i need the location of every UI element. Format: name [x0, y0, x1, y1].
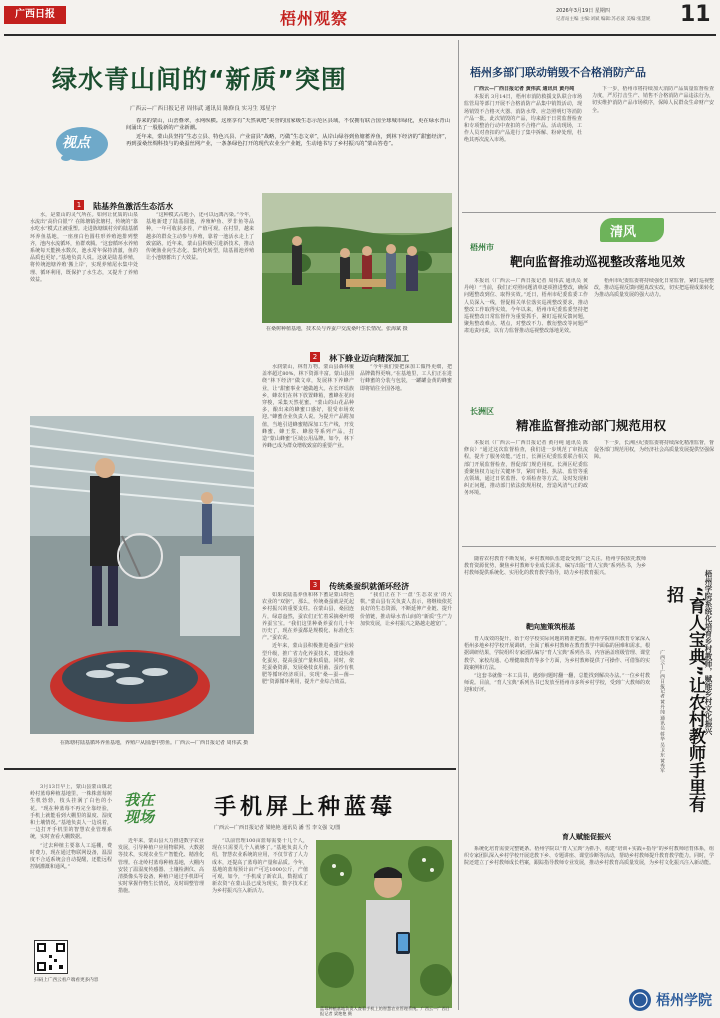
qr-code-icon [35, 941, 67, 973]
photo-blueberry-scene [316, 840, 452, 1008]
qingfeng-paragraph: 本报讯（广西云—广西日报记者 周伟武 通讯员 黄丹纯）“当前，我们正对照问题清单逐项推进整改，确保问题整改到位、取得实效。”近日，梧州市纪委监委工作人员深入一线，督促相关单位落实巡视整改要求，推动整改工作取得实效。今年以来，梧州市纪委监委坚持把巡视整改日常监督作为重要抓手，紧盯巡视反馈问题，聚焦整改难点、堵点，对整改不力、敷衍整改等问题严肃追责问责，以有力监督推动巡视整改落地见效。 [464, 278, 588, 335]
qingfeng-city: 梧州市 [470, 243, 494, 252]
section-3-heading [310, 574, 409, 593]
qingfeng-badge [600, 218, 664, 242]
education-vertical-subtitle [700, 570, 714, 860]
qingfeng-title: 靶向监督推动巡视整改落地见效 [510, 254, 686, 269]
main-lead [126, 118, 450, 176]
photo-fish-farming [30, 416, 254, 734]
section-2-paragraph: 水润蒙山，林育万物。蒙山县森林覆盖率超过80%，林下资源丰富。蒙山县围绕“林下经济”做文章，发展林下养蜂产业，让“甜蜜事业”越做越大。在长坪瑶族乡，蜂农们在林下放置蜂箱，蜜蜂在花间穿梭，采集天然花蜜。“蒙山的山花品种多，酿出来的蜂蜜口感好，很受市场欢迎。”蜂蜜企业负责人说。为提升产品附加值，当地引进蜂蜜精深加工生产线，开发蜂蜜、蜂王浆、蜂胶等系列产品，打造“蒙山蜂蜜”区域公用品牌。如今，林下养蜂已成为群众增收致富的重要产业。 [262, 364, 354, 450]
section-3-paragraph-3: “我们正在下一盘‘生态农业’的大棋。”蒙山县有关负责人表示，将继续依托良好的生态资源，不断延伸产业链、提升价值链，推动绿水青山间的“新质”生产力加快发展，让乡村振兴之路越走越宽广。 [360, 592, 452, 627]
qingfeng-text-col1 [464, 278, 588, 390]
date-line: 2026年3月19日 星期四 [556, 8, 610, 14]
section-3-paragraph-2: 近年来，蒙山县积极推进桑蚕产业转型升级，推广省力化养蚕技术，建设标准化蚕房，提高蚕茧产量和质量。同时，依托蚕桑资源，发展桑枝食用菌、蚕沙有机肥等循环经济项目，实现“桑—蚕—菌—肥”资源循环利用，提升产业综合效益。 [262, 643, 354, 686]
education-byline-text: 广西云—广西日报记者 黄丹纯 通讯员 蒋华 吴卫东 黄秀军 [659, 650, 664, 773]
education-sub1-paragraph: 育人成效的提升，始于对学校实际问题的精准把握。梧州学院组织教育专家深入梧州多地乡村学校开展调研，全面了解乡村教师在教育教学中面临的困难和需求。根据调研结果，学院组织专家团队编写“育人宝典”系列丛书，内容涵盖班级管理、课堂教学、家校沟通、心理健康教育等多个方面，为乡村教师提供了可操作、可借鉴的实践案例和方法。 [464, 636, 650, 671]
education-sub2-text [464, 846, 714, 982]
section-2-text-col2 [360, 364, 452, 564]
bottom-left-paragraph-2: “过去种植主要靠人工巡棚，费时费力，现在通过物联网设备，温湿度不合适系统会自动提醒，还能远程控制灌溉和通风。” [30, 842, 112, 871]
education-intro-paragraph: 随着农村教育不断发展，乡村教师队伍建设受到广泛关注。梧州学院依托教师教育资源优势，聚焦乡村教师专业成长需求，编写出版“育人宝典”系列丛书，为乡村教师提供系统化、实用化的教育教学指导，助力乡村教育振兴。 [464, 556, 646, 577]
main-byline: 广西云—广西日报记者 周伟武 通讯员 陈修良 实习生 郑星宇 [130, 106, 277, 112]
column-divider [458, 40, 459, 1010]
viewpoint-label: 视点 [62, 135, 90, 151]
fire-products-rule [462, 212, 716, 213]
changzhou-title: 精准监督推动部门规范用权 [516, 418, 667, 433]
education-sub1: 靶向施策筑根基 [526, 623, 575, 631]
editors-line: 记者站主编 主编:刘斌 编辑:苏必波 美编:张慧妮 [556, 17, 651, 22]
qr-caption: 扫码上广西云看户端看更多内容 [34, 978, 99, 983]
photo-mulberry-field [262, 193, 452, 323]
bottom-left-paragraph: 3月13日早上，蒙山县蒙山镇北岭村蓝莓种植基地里，一株株蓝莓树生机勃勃，枝头挂满了白色的小花。“现在种蓝莓不再完全靠经验，手机上就能看到大棚里的温度、湿度和土壤情况。”基地负责人一边说着，一边打开手机里的智慧农业管理系统，实时查看大棚数据。 [30, 784, 112, 841]
section-1-paragraph: 水，是蒙山的灵气所在。如何让优质的山泉水流出“高价白银”？在陈塘镇张塘村，传统的“靠水吃水”模式正被重塑。走进陈塘镇村旁的陆基循环养鱼基地，一座座白色圆柱形养殖池排列整齐，池内水流循环，鱼群欢腾。“这套循环水养殖系统每天能换水数次，池水常年保持清澈，鱼的品质也更好。”基地负责人说。这就是陆基养殖，将传统池塘养殖‘搬上岸’，实现养殖尾水集中处理、循环利用，既保护了水生态，又提升了养殖效益。 [30, 212, 138, 283]
changzhou-paragraph-2: 下一步，长洲区纪委监委将持续深化精准监督，督促各部门规范用权，为经济社会高质量发展提供坚强保障。 [594, 440, 714, 461]
page-number: 11 [680, 2, 711, 27]
fire-products-paragraph-2: 下一步，梧州市将持续加大消防产品质量监督检查力度，严厉打击生产、销售不合格消防产品违法行为，切实维护消防产品市场秩序，保障人民群众生命财产安全。 [592, 86, 714, 114]
masthead [0, 0, 720, 36]
education-vertical-byline [654, 650, 666, 810]
scene-label-badge [124, 790, 196, 828]
qr-code[interactable] [34, 940, 68, 974]
education-sub1-paragraph-2: “这套书就像一本工具书，遇到问题时翻一翻，总能找到解决办法。”一位乡村教师说。目前，“育人宝典”系列丛书已发放至梧州市多所乡村学校，受到广大教师的欢迎和好评。 [464, 673, 650, 694]
changzhou-rule [462, 546, 716, 547]
section-2-title: 林下蜂业迈向精深加工 [329, 354, 410, 363]
section-3-title: 传统桑蚕织就循环经济 [329, 582, 410, 591]
section-name: 梧州观察 [280, 9, 349, 28]
bottom-left-text [30, 784, 112, 904]
bottom-paragraph-2: “以前管理100亩蓝莓需要十几个人，现在只需要几个人就够了。”基地负责人介绍，智慧农业系统的应用，不仅节省了人力成本，还提高了蓝莓的产量和品质。今年，基地的蓝莓预计亩产可达1000公斤，产值可观。如今，“手机成了新农具，数据成了新农资”在蒙山县已成为现实，数字技术正为乡村振兴注入新活力。 [212, 838, 308, 895]
photo-blueberry-farmer [316, 840, 452, 1008]
qingfeng-text-col2 [594, 278, 714, 390]
bottom-paragraph-1: 近年来，蒙山县大力推进数字农业发展，引导种植户应用物联网、大数据等技术，实现农业生产智能化、精准化管理。在北岭村蓝莓种植基地，大棚内安装了温湿度传感器、土壤检测仪、高清摄像头等设备，种植户通过手机即可实时掌握作物生长情况，及时调整管理措施。 [118, 838, 204, 895]
section-2-number: 2 [310, 352, 320, 362]
section-1-text-col2 [146, 212, 254, 408]
section-3-text-col1 [262, 592, 354, 762]
lead-paragraph-2: 近年来，蒙山县坚持“生态立县、特色兴县、产业富县”战略，巧做“生态文章”，从岸山绿谷到鱼塘蓄养鱼，到林下经济的“甜蜜经济”，再到蚕桑丝绸科技与的桑蚕丝网产业，一条条绿色打开的现代农业全产业链，生动地书写了乡村振兴的“蒙山答卷”。 [126, 133, 450, 148]
watermark-text: 梧州学院 [656, 993, 712, 1009]
section-2-text-col1 [262, 364, 354, 564]
section-3-number: 3 [310, 580, 320, 590]
changzhou-text-col1 [464, 440, 588, 540]
section-1-heading [74, 194, 173, 213]
photo-1-caption: 在陈塘村陆基循环养鱼基地，养殖户从圆池中捞鱼。广西云—广西日报记者 周伟武 摄 [60, 740, 249, 746]
photo-mulberry-scene [262, 193, 452, 323]
qingfeng-label: 清风 [610, 225, 637, 240]
fire-products-text-col1 [464, 86, 582, 208]
fire-products-title: 梧州多部门联动销毁不合格消防产品 [470, 66, 646, 79]
viewpoint-badge [54, 124, 110, 166]
bottom-byline: 广西云—广西日报记者 梁艳艳 通讯员 潘 雪 李文强 文/图 [214, 825, 341, 831]
scene-label: 我在现场 [124, 791, 155, 826]
fire-products-byline: 广西云—广西日报记者 黄伟武 通讯员 黄丹纯 [474, 86, 575, 92]
bottom-text-col1 [118, 838, 204, 1014]
fire-products-paragraph: 本报讯 3月14日，梧州市消防救援支队联合市场监管局等部门开展不合格消防产品集中销毁活动，现场销毁不合格灭火器、消防水带、应急照明灯等消防产品一批。此次销毁的产品，均来源于日常监督检查和专项整治行动中查扣的不合格产品。活动现场，工作人员对查扣的产品进行了集中拆解、粉碎处理，杜绝其再次流入市场。 [464, 94, 582, 144]
section-1-number: 1 [74, 200, 84, 210]
section-1-text-col1 [30, 212, 138, 408]
education-subtitle-text: 梧州学院系统化培育乡村教师，赋能乡村文化振兴 [704, 570, 713, 735]
bottom-title: 手机屏上种蓝莓 [214, 795, 397, 820]
bottom-photo-caption: 蓝莓种植基地负责人查看手机上的智慧农业管理系统。广西云—广西日报记者 梁艳艳 摄 [320, 1006, 450, 1016]
education-sub2-paragraph: 系统化培育需要完整链条。梧州学院以“育人宝典”为抓手，构建“培训+实践+指导”的乡村教师培育体系，组织专家团队深入乡村学校开展送教下乡、专题讲座、课堂诊断等活动，帮助乡村教师提升教育教学能力。同时，学院还建立了乡村教师成长档案，跟踪指导教师专业发展，推动乡村教育高质量发展，为乡村文化振兴注入新动能。 [464, 846, 714, 867]
fire-products-text-col2 [592, 86, 714, 208]
education-title-text: “育人宝典”让农村教师手里有招 [663, 586, 705, 813]
photo-fish-scene [30, 416, 254, 734]
main-title: 绿水青山间的“新质”突围 [52, 65, 347, 94]
changzhou-text-col2 [594, 440, 714, 540]
lead-paragraph-1: 春来的蒙山，山峦叠翠，水网纵横。这座享有“天然氧吧”美誉的国家级生态示范区县域，不仅拥有联合国全球城市绿化，更在绿水青山间涌出了一股股新的产业新潮。 [126, 118, 450, 132]
university-seal-icon [628, 988, 652, 1012]
changzhou-paragraph: 本报讯（广西云—广西日报记者 黄丹纯 通讯员 陈修良）“通过这次监督检查，我们进一步规范了审批流程，提升了服务效能。”近日，长洲区纪委监委联合相关部门开展监督检查，督促部门规范用权。长洲区纪委监委聚焦权力运行关键环节，紧盯审批、执法、监管等重点领域，通过日常监督、专项检查等方式，及时发现和纠正问题，推动部门依法依规用权，营造风清气正的政务环境。 [464, 440, 588, 497]
education-intro [464, 556, 646, 614]
logo-text: 广西日报 [15, 9, 55, 20]
education-sub1-text [464, 636, 650, 820]
logo [4, 6, 66, 24]
watermark [628, 986, 716, 1014]
header-rule [4, 34, 716, 36]
bottom-text-col2 [212, 838, 308, 1014]
main-story-bottom-rule [4, 768, 456, 770]
section-3-paragraph-1: 如果说陆基养鱼和林下蜜是蒙山特色农业的“双驱”，那么，传统桑蚕就是托起乡村振兴的重要支柱。在蒙山县，桑园连片，绿意盎然，蚕农们正忙着采摘桑叶喂养蚕宝宝。“我们这里种桑养蚕有几十年历史了，现在养蚕都是规模化、标准化生产。”蚕农说。 [262, 592, 354, 642]
qingfeng-paragraph-2: 梧州市纪委监委将持续强化日常监督，紧盯巡视整改，推动巡视反馈问题真改实改，切实把巡视成果转化为推动高质量发展的强大动力。 [594, 278, 714, 299]
section-2-paragraph-2: “今年我们要把深加工做得更细，把品牌做得更响。”在基地里，工人们正在进行蜂蜜的分装与包装，一罐罐金黄的蜂蜜即将销往全国各地。 [360, 364, 452, 392]
section-1-title: 陆基养鱼激活生态活水 [93, 202, 174, 211]
section-2-heading [310, 346, 409, 365]
section-3-text-col2 [360, 592, 452, 762]
section-1-paragraph-2: “这种模式占地小，还可以远离污染。”今年，基地新建了陆基圆池，养殖鲈鱼、罗非鱼等品种，一年可收获多茬，产值可观。在村里，越来越多的群众主动参与养殖，靠着一池活水走上了致富路。近年来，蒙山县积极引进新技术，推动传统渔业向生态化、集约化转型，陆基圆池养殖让小池塘蓄出了大效益。 [146, 212, 254, 262]
changzhou-label: 长洲区 [470, 407, 494, 416]
photo-2-caption: 在桑树种植基地，技术员与养蚕户交流桑叶生长情况。张海斌 摄 [266, 326, 408, 332]
education-sub2: 育人赋能促振兴 [562, 833, 611, 841]
